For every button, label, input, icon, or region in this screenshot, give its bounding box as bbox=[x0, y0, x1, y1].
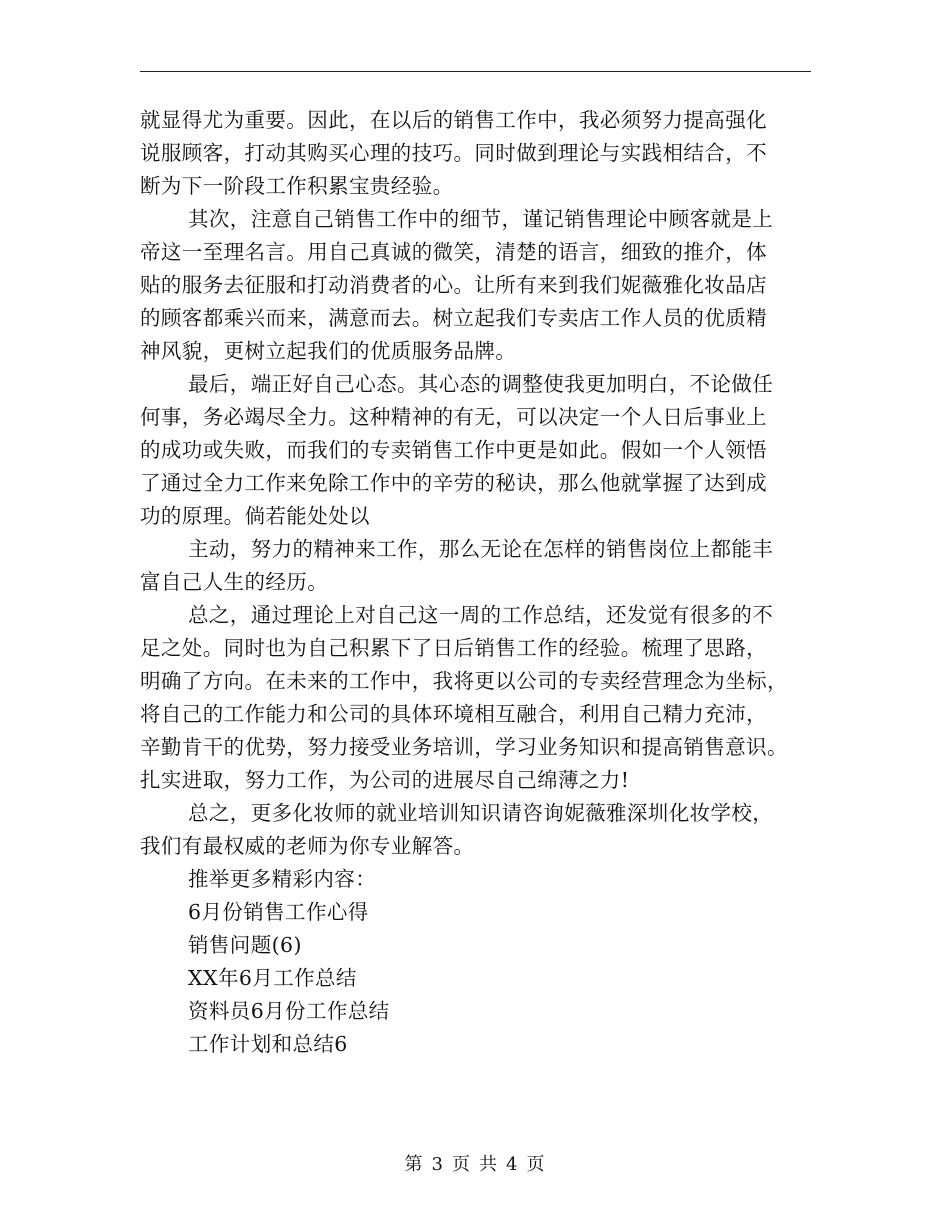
text-line: 工作计划和总结6 bbox=[188, 1032, 348, 1056]
footer-label-total: 共 bbox=[479, 1154, 498, 1175]
text-line: 富自己人生的经历。 bbox=[140, 570, 329, 594]
text-line: 其次，注意自己销售工作中的细节，谨记销售理论中顾客就是上 bbox=[188, 207, 774, 231]
text-line: 的顾客都乘兴而来，满意而去。树立起我们专卖店工作人员的优质精 bbox=[140, 306, 767, 330]
text-line: 的成功或失败，而我们的专卖销售工作中更是如此。假如一个人领悟 bbox=[140, 438, 767, 462]
text-line: 断为下一阶段工作积累宝贵经验。 bbox=[140, 174, 454, 198]
text-line: 将自己的工作能力和公司的具体环境相互融合，利用自己精力充沛， bbox=[140, 702, 767, 726]
footer-label-page: 第 bbox=[404, 1154, 424, 1175]
text-line: 辛勤肯干的优势，努力接受业务培训，学习业务知识和提高销售意识。 bbox=[140, 735, 788, 759]
header-rule bbox=[140, 71, 811, 72]
text-line: 最后，端正好自己心态。其心态的调整使我更加明白，不论做任 bbox=[188, 372, 774, 396]
document-body bbox=[140, 104, 820, 1061]
text-line: 我们有最权威的老师为你专业解答。 bbox=[140, 834, 475, 858]
text-line: 帝这一至理名言。用自己真诚的微笑，清楚的语言，细致的推介，体 bbox=[140, 240, 767, 264]
text-line: 总之，通过理论上对自己这一周的工作总结，还发觉有很多的不 bbox=[188, 603, 774, 627]
footer-label-total-unit: 页 bbox=[526, 1154, 546, 1175]
text-line: 贴的服务去征服和打动消费者的心。让所有来到我们妮薇雅化妆品店 bbox=[140, 273, 767, 297]
footer-label-page-unit: 页 bbox=[452, 1154, 471, 1175]
text-line: 明确了方向。在未来的工作中，我将更以公司的专卖经营理念为坐标， bbox=[140, 669, 788, 693]
text-line: 总之，更多化妆师的就业培训知识请咨询妮薇雅深圳化妆学校， bbox=[188, 801, 774, 825]
text-line: 销售问题(6) bbox=[188, 933, 302, 957]
text-line: 主动，努力的精神来工作，那么无论在怎样的销售岗位上都能丰 bbox=[188, 537, 774, 561]
footer-current-page: 3 bbox=[431, 1154, 444, 1175]
text-line: 就显得尤为重要。因此，在以后的销售工作中，我必须努力提高强化 bbox=[140, 108, 767, 132]
text-line: 足之处。同时也为自己积累下了日后销售工作的经验。梳理了思路， bbox=[140, 636, 767, 660]
text-line: 说服顾客，打动其购买心理的技巧。同时做到理论与实践相结合，不 bbox=[140, 141, 767, 165]
text-line: 了通过全力工作来免除工作中的辛劳的秘诀，那么他就掌握了达到成 bbox=[140, 471, 767, 495]
text-line: 6月份销售工作心得 bbox=[188, 900, 369, 924]
text-line: 何事，务必竭尽全力。这种精神的有无，可以决定一个人日后事业上 bbox=[140, 405, 767, 429]
text-line: XX年6月工作总结 bbox=[188, 966, 357, 990]
text-line: 神风貌，更树立起我们的优质服务品牌。 bbox=[140, 339, 517, 363]
text-line: 资料员6月份工作总结 bbox=[188, 999, 390, 1023]
footer-total-pages: 4 bbox=[506, 1154, 519, 1175]
page-footer bbox=[0, 1150, 950, 1176]
text-line: 推举更多精彩内容： bbox=[188, 867, 377, 891]
text-line: 功的原理。倘若能处处以 bbox=[140, 504, 370, 528]
text-line: 扎实进取，努力工作，为公司的进展尽自己绵薄之力! bbox=[140, 768, 630, 792]
